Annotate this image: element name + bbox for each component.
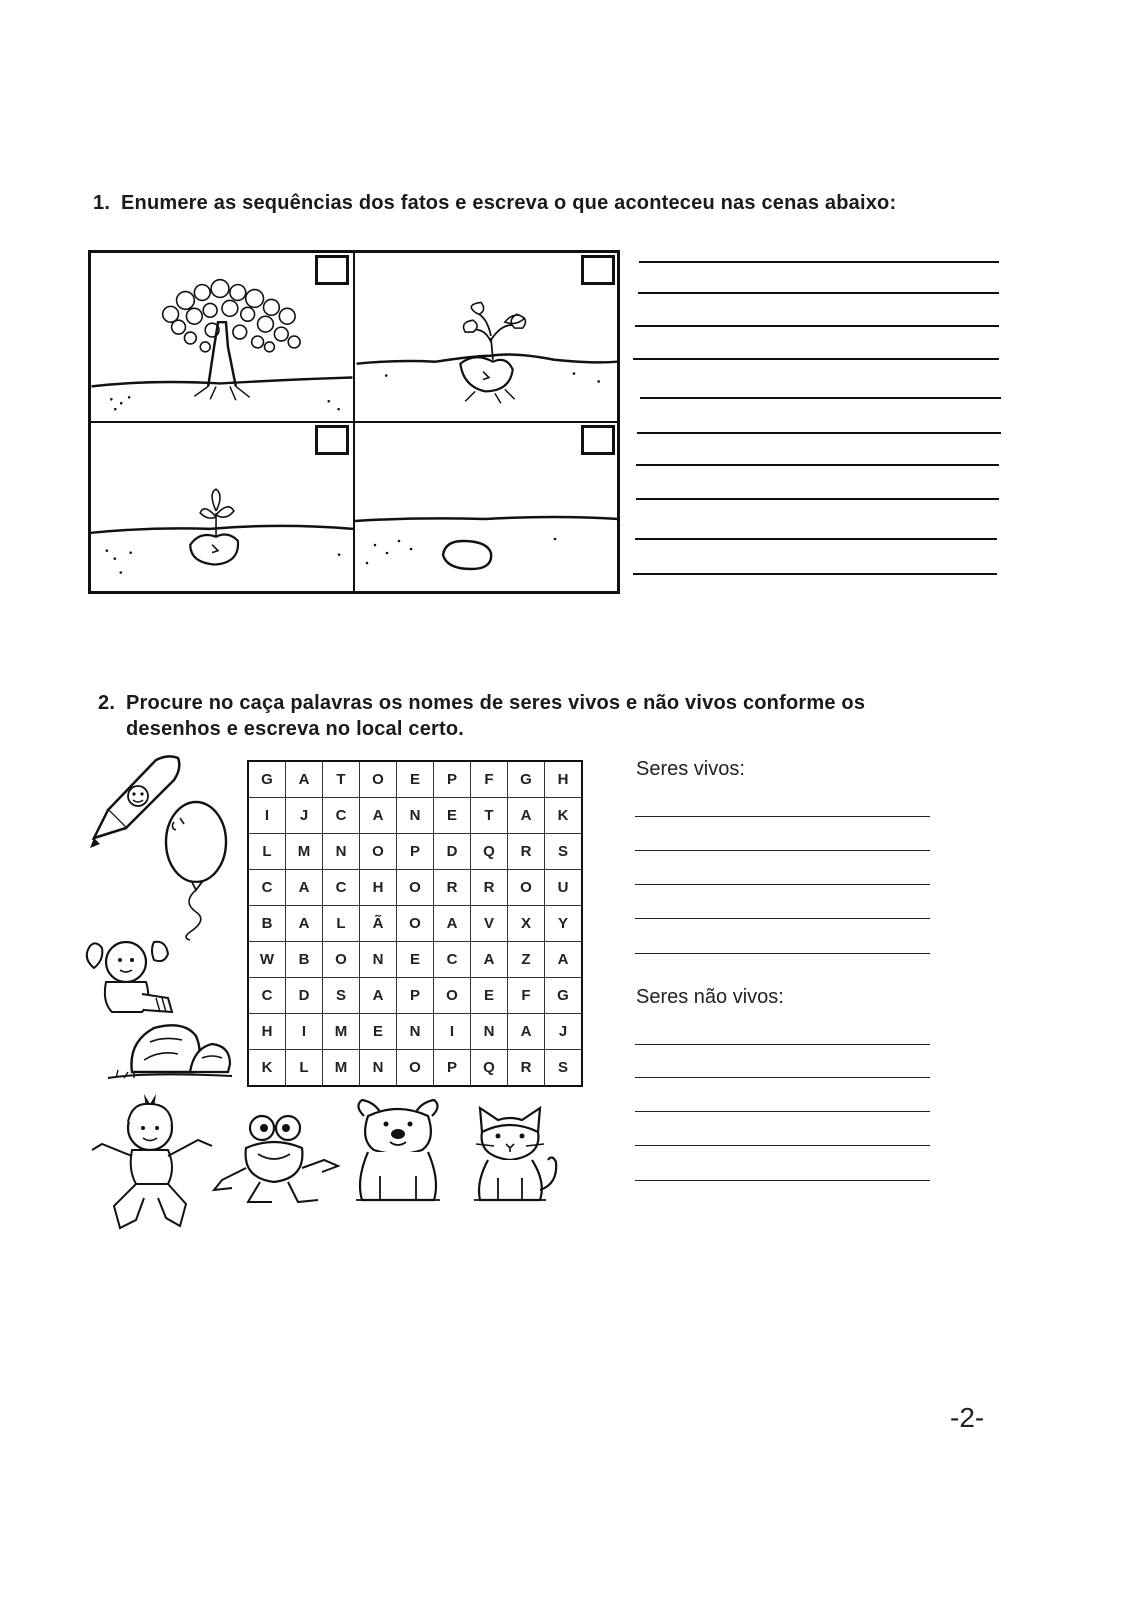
question-1-title [93, 190, 993, 216]
answer-line[interactable] [633, 358, 999, 360]
word-search-cell[interactable]: P [397, 978, 434, 1014]
word-search-cell[interactable]: O [508, 870, 545, 906]
word-search-cell[interactable]: N [360, 1050, 397, 1087]
word-search-cell[interactable]: E [397, 942, 434, 978]
word-search-cell[interactable]: O [434, 978, 471, 1014]
non-living-answer-line[interactable] [635, 1145, 930, 1146]
word-search-cell[interactable]: A [508, 1014, 545, 1050]
word-search-cell[interactable]: B [286, 942, 323, 978]
living-answer-line[interactable] [635, 953, 930, 954]
question-2-number: 2. [98, 692, 116, 714]
word-search-row [248, 1014, 582, 1050]
word-search-cell[interactable]: G [248, 761, 286, 798]
living-beings-label: Seres vivos: [636, 758, 745, 780]
word-search-row [248, 1050, 582, 1087]
word-search-cell[interactable]: M [323, 1050, 360, 1087]
word-search-cell[interactable]: E [471, 978, 508, 1014]
word-search-cell[interactable]: O [397, 1050, 434, 1087]
word-search-cell[interactable]: E [434, 798, 471, 834]
question-2-title [98, 690, 958, 742]
word-search-cell[interactable]: K [248, 1050, 286, 1087]
word-search-cell[interactable]: X [508, 906, 545, 942]
question-1-text: Enumere as sequências dos fatos e escreva o que aconteceu nas cenas abaixo: [121, 192, 897, 214]
word-search-cell[interactable]: R [434, 870, 471, 906]
word-search-cell[interactable]: H [360, 870, 397, 906]
word-search-cell[interactable]: Z [508, 942, 545, 978]
word-search-cell[interactable]: O [360, 761, 397, 798]
word-search-cell[interactable]: A [471, 942, 508, 978]
word-search-cell[interactable]: D [434, 834, 471, 870]
word-search-cell[interactable]: C [323, 870, 360, 906]
seed-icon [355, 423, 619, 593]
word-search-cell[interactable]: R [471, 870, 508, 906]
non-living-answer-line[interactable] [635, 1111, 930, 1112]
word-search-cell[interactable]: V [471, 906, 508, 942]
living-answer-line[interactable] [635, 850, 930, 851]
sequence-number-box[interactable] [581, 425, 615, 455]
tree-icon [91, 253, 353, 421]
word-search-cell[interactable]: J [286, 798, 323, 834]
word-search-cell[interactable]: F [508, 978, 545, 1014]
word-search-row [248, 978, 582, 1014]
word-search-cell[interactable]: A [286, 761, 323, 798]
word-search-cell[interactable]: U [545, 870, 583, 906]
word-search-cell[interactable]: A [545, 942, 583, 978]
word-search-cell[interactable]: Y [545, 906, 583, 942]
scene-tree [91, 253, 355, 423]
word-search-cell[interactable]: A [286, 870, 323, 906]
word-search-cell[interactable]: Ã [360, 906, 397, 942]
girl-icon [88, 1088, 220, 1236]
word-search-cell[interactable]: K [545, 798, 583, 834]
word-search-cell[interactable]: O [397, 870, 434, 906]
word-search-cell[interactable]: W [248, 942, 286, 978]
answer-line[interactable] [635, 538, 997, 540]
page-number: -2- [950, 1402, 985, 1433]
word-search-row [248, 798, 582, 834]
sequence-number-box[interactable] [315, 255, 349, 285]
word-search-grid [247, 760, 583, 1087]
living-answer-line[interactable] [635, 918, 930, 919]
word-search-row [248, 942, 582, 978]
word-search-cell[interactable]: L [323, 906, 360, 942]
non-living-answer-line[interactable] [635, 1180, 930, 1181]
answer-line[interactable] [636, 464, 999, 466]
word-search-cell[interactable]: T [471, 798, 508, 834]
word-search-cell[interactable]: O [397, 906, 434, 942]
scene-seedling [91, 423, 355, 593]
word-search-cell[interactable]: N [323, 834, 360, 870]
word-search-cell[interactable]: C [323, 798, 360, 834]
word-search-cell[interactable]: O [360, 834, 397, 870]
living-answer-line[interactable] [635, 816, 930, 817]
word-search-cell[interactable]: T [323, 761, 360, 798]
word-search-cell[interactable]: C [434, 942, 471, 978]
word-search-cell[interactable]: R [508, 834, 545, 870]
word-search-cell[interactable]: Q [471, 834, 508, 870]
answer-line[interactable] [633, 573, 997, 575]
answer-line[interactable] [639, 261, 999, 263]
word-search-cell[interactable]: R [508, 1050, 545, 1087]
doll-icon [82, 932, 182, 1018]
seedling-icon [91, 423, 353, 593]
word-search-row [248, 870, 582, 906]
word-search-cell[interactable]: O [323, 942, 360, 978]
rock-icon [104, 1020, 236, 1082]
word-search-cell[interactable]: J [545, 1014, 583, 1050]
answer-line[interactable] [638, 292, 999, 294]
word-search-cell[interactable]: P [434, 1050, 471, 1087]
sprouting-plant-icon [355, 253, 619, 421]
word-search-row [248, 761, 582, 798]
word-search-cell[interactable]: P [397, 834, 434, 870]
word-search-cell[interactable]: E [360, 1014, 397, 1050]
word-search-cell[interactable]: A [508, 798, 545, 834]
scene-seed [355, 423, 619, 593]
scene-grid [88, 250, 620, 594]
scene-sprouting-plant [355, 253, 619, 423]
word-search-cell[interactable]: L [248, 834, 286, 870]
non-living-answer-line[interactable] [635, 1077, 930, 1078]
word-search-row [248, 834, 582, 870]
word-search-cell[interactable]: B [248, 906, 286, 942]
word-search-row [248, 906, 582, 942]
word-search-cell[interactable]: G [508, 761, 545, 798]
sequence-number-box[interactable] [315, 425, 349, 455]
non-living-answer-line[interactable] [635, 1044, 930, 1045]
answer-line[interactable] [640, 397, 1001, 399]
word-search-cell[interactable]: I [286, 1014, 323, 1050]
word-search-cell[interactable]: S [323, 978, 360, 1014]
word-search-cell[interactable]: C [248, 870, 286, 906]
word-search-cell[interactable]: M [286, 834, 323, 870]
word-search-cell[interactable]: Q [471, 1050, 508, 1087]
frog-icon [212, 1108, 342, 1208]
word-search-cell[interactable]: E [397, 761, 434, 798]
dog-icon [352, 1096, 444, 1208]
answer-line[interactable] [635, 325, 999, 327]
word-search-cell[interactable]: D [286, 978, 323, 1014]
word-search-cell[interactable]: P [434, 761, 471, 798]
word-search-cell[interactable]: A [434, 906, 471, 942]
word-search-cell[interactable]: N [471, 1014, 508, 1050]
word-search-cell[interactable]: S [545, 1050, 583, 1087]
word-search-cell[interactable]: C [248, 978, 286, 1014]
non-living-beings-label: Seres não vivos: [636, 986, 784, 1008]
word-search-cell[interactable]: A [360, 798, 397, 834]
word-search-cell[interactable]: G [545, 978, 583, 1014]
question-2-text: Procure no caça palavras os nomes de seres vivos e não vivos conforme os desenhos e escreva no local certo. [126, 692, 866, 740]
word-search-cell[interactable]: F [471, 761, 508, 798]
cat-icon [466, 1102, 566, 1206]
word-search-cell[interactable]: M [323, 1014, 360, 1050]
word-search-cell[interactable]: A [360, 978, 397, 1014]
question-1-number: 1. [93, 192, 111, 214]
word-search-cell[interactable]: I [434, 1014, 471, 1050]
answer-line[interactable] [636, 498, 999, 500]
word-search-cell[interactable]: L [286, 1050, 323, 1087]
word-search-cell[interactable]: A [286, 906, 323, 942]
answer-line[interactable] [637, 432, 1001, 434]
sequence-number-box[interactable] [581, 255, 615, 285]
word-search-cell[interactable]: I [248, 798, 286, 834]
word-search-cell[interactable]: N [397, 1014, 434, 1050]
word-search-cell[interactable]: N [397, 798, 434, 834]
balloon-icon [160, 798, 234, 942]
living-answer-line[interactable] [635, 884, 930, 885]
word-search-cell[interactable]: H [248, 1014, 286, 1050]
word-search-cell[interactable]: S [545, 834, 583, 870]
word-search-cell[interactable]: H [545, 761, 583, 798]
word-search-cell[interactable]: N [360, 942, 397, 978]
